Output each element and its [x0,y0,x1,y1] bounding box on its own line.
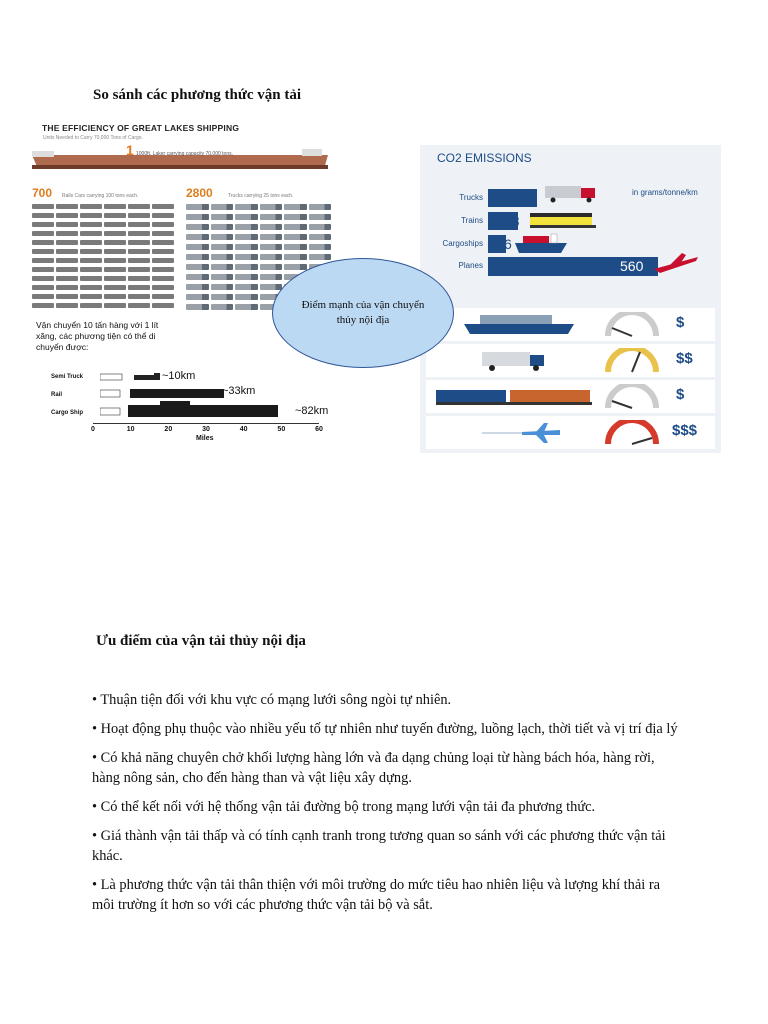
cargoship-icon [515,231,567,255]
rail-car-icon [152,204,174,209]
rail-car-icon [152,213,174,218]
truck-count: 2800 [186,186,213,200]
rail-car-icon [128,231,150,236]
co2-bar-label: Trucks [459,193,483,202]
rail-car-icon [32,276,54,281]
truck-icon-small [260,284,283,290]
truck-icon-small [260,214,283,220]
rail-car-icon [128,285,150,290]
advantages-list [92,690,682,924]
rail-car-icon [152,249,174,254]
truck-icon-small [235,224,258,230]
truck-icon-small [211,274,234,280]
co2-bar-value: 560 [620,258,644,274]
truck-icon-small [235,234,258,240]
rail-car-icon [128,204,150,209]
rail-car-icon [128,222,150,227]
cargo-ship-value: ~82km [295,405,329,417]
truck-icon-small [284,234,307,240]
truck-icon-small [186,264,209,270]
truck-icon-small [211,254,234,260]
rail-car-icon [56,249,78,254]
truck-icon-small [235,244,258,250]
plane-icon [652,251,700,277]
rail-car-icon [80,231,102,236]
rail-car-icon [80,258,102,263]
truck-icon-small [284,254,307,260]
rail-car-icon [80,303,102,308]
rail-car-icon [104,303,126,308]
list-item: • Là phương thức vận tải thân thiện với môi trường do mức tiêu hao nhiên liệu và lượng khí thải ra môi trường ít hơn so với các phương thức vận tải bộ và sắt. [92,877,661,913]
truck-icon-small [309,214,332,220]
section-heading: Ưu điểm của vận tải thủy nội địa [96,633,306,649]
rail-caption: Rails Cars carrying 100 tons each. [62,193,139,199]
co2-bar-value: 6 [504,236,512,252]
rail-car-icon [152,240,174,245]
cargo-ship-icon [100,401,296,419]
rail-car-icon [128,303,150,308]
rail-car-icon [56,213,78,218]
rail-car-icon [56,285,78,290]
truck-caption: Trucks carrying 25 tons each. [228,193,294,199]
co2-bar [488,235,506,253]
truck-icon-small [309,204,332,210]
ship-count: 1 [126,142,134,158]
truck-icon-small [235,304,258,310]
rail-car-icon [32,303,54,308]
miles-tick-label: 20 [164,426,173,433]
truck-icon-small [211,284,234,290]
gauge-low-icon [602,312,662,338]
co2-title: CO2 EMISSIONS [437,151,532,165]
list-item: • Có thể kết nối với hệ thống vận tải đường bộ trong mạng lưới vận tải đa phương thức. [92,799,596,815]
rail-car-icon [152,294,174,299]
rail-car-icon [152,258,174,263]
truck-icon-small [211,214,234,220]
rail-car-icon [104,294,126,299]
rail-car-icon [128,213,150,218]
rail-car-icon [32,231,54,236]
truck-icon-small [260,254,283,260]
rail-car-icon [80,276,102,281]
semi-truck-value: ~10km [162,370,196,382]
rail-car-icon [152,285,174,290]
truck-icon-small [235,274,258,280]
miles-tick-label: 30 [202,426,210,433]
list-item: • Giá thành vận tải thấp và có tính cạnh tranh trong tương quan so sánh với các phương thức vận tải khác. [92,828,666,864]
rail-car-icon [152,231,174,236]
miles-tick-label: 40 [239,426,248,433]
rail-car-icon [80,222,102,227]
rail-car-icon [104,213,126,218]
rail-car-icon [32,258,54,263]
truck-icon-small [284,264,307,270]
truck-icon-small [260,234,283,240]
miles-axis-line [93,423,319,424]
rail-car-icon [152,276,174,281]
truck-icon-small [211,224,234,230]
co2-bar-label: Planes [458,261,483,270]
truck-icon-small [211,264,234,270]
truck-icon-small [284,204,307,210]
miles-tick-label: 60 [315,426,323,433]
rail-car-icon [32,267,54,272]
truck-icon-small [260,204,283,210]
rail-car-icon [32,249,54,254]
rail-car-icon [80,249,102,254]
train-icon [100,387,225,401]
truck-icon-small [260,274,283,280]
rail-car-icon [104,258,126,263]
co2-bar-label: Trains [461,216,483,225]
truck-icon-small [186,284,209,290]
truck-icon-small [211,244,234,250]
cost-row-plane [426,416,715,449]
ship-caption: 1000ft. Laker carrying capacity 70,000 tons. [136,151,234,157]
lakes-title: THE EFFICIENCY OF GREAT LAKES SHIPPING [42,123,240,133]
rail-car-icon [32,285,54,290]
rail-car-icon [104,231,126,236]
truck-icon-small [260,264,283,270]
rail-car-icon [32,213,54,218]
co2-bar-label: Cargoships [442,239,483,248]
list-item: • Hoạt động phụ thuộc vào nhiều yếu tố tự nhiên như tuyến đường, luồng lạch, thời tiết và vị trí địa lý [92,721,678,737]
miles-tick-label: 10 [126,426,135,433]
rail-car-icon [80,294,102,299]
truck-icon-small [235,294,258,300]
rail-car-icon [128,249,150,254]
semi-truck-icon [100,371,170,383]
rail-car-icon [128,294,150,299]
rail-value: ~33km [222,385,256,397]
cost-train: $ [676,386,685,403]
miles-tick-label: 0 [91,426,95,433]
rail-car-icon [32,294,54,299]
list-item: • Thuận tiện đối với khu vực có mạng lưới sông ngòi tự nhiên. [92,692,452,708]
cost-truck: $$ [676,350,693,367]
truck-icon-small [284,214,307,220]
miles-axis-label: Miles [196,435,214,442]
truck-icon-small [186,304,209,310]
co2-bar-value: 18 [504,213,520,229]
cost-ship: $ [676,314,685,331]
rail-car-icon [56,231,78,236]
truck-icon-small [260,224,283,230]
callout-text: Điểm mạnh của vận chuyển thủy nội địa [301,299,425,326]
truck-icon-small [186,234,209,240]
cost-plane: $$$ [672,422,698,439]
rail-car-icon [152,267,174,272]
truck-icon-small [235,264,258,270]
train-cost-icon [436,386,596,408]
rail-car-icon [80,267,102,272]
truck-icon-small [284,224,307,230]
rail-car-icon [104,249,126,254]
rail-car-icon [128,267,150,272]
rail-car-icon [152,303,174,308]
rail-car-icon [104,267,126,272]
cost-row-ship [426,308,715,341]
gauge-mid-icon [602,348,662,374]
plane-cost-icon [482,422,562,444]
truck-icon-small [309,234,332,240]
gauge-high-icon [602,420,662,446]
truck-icon-small [235,254,258,260]
page-title: So sánh các phương thức vận tải [93,87,302,103]
rail-car-icon [56,204,78,209]
truck-icon-small [186,294,209,300]
truck-cost-icon [482,350,552,372]
truck-icon-small [186,254,209,260]
co2-bar-value: 47 [504,190,520,206]
rail-car-icon [104,276,126,281]
rail-car-icon [56,258,78,263]
truck-icon-small [186,204,209,210]
cargo-ship-label: Cargo Ship [51,410,84,416]
ship-cost-icon [464,312,574,336]
rail-car-icon [56,222,78,227]
truck-icon-small [309,244,332,250]
truck-icon-small [211,294,234,300]
rail-car-icon [128,240,150,245]
rail-car-icon [128,258,150,263]
gauge-low-icon-2 [602,384,662,410]
rail-car-icon [56,303,78,308]
truck-icon-small [186,224,209,230]
truck-icon-small [186,244,209,250]
truck-icon-small [260,244,283,250]
fuel-intro: Vận chuyển 10 tấn hàng với 1 lít xăng, các phương tiện có thể di chuyển được: [36,320,159,352]
great-lakes-infographic [28,118,333,296]
rail-cars-grid [32,204,174,308]
co2-emissions-panel [420,145,721,453]
list-item: • Có khả năng chuyên chở khối lượng hàng lớn và đa dạng chủng loại từ hàng bách hóa, hàng rời, hàng nông sản, cho đến hàng than và vật liệu xây dựng. [92,750,655,786]
truck-icon-small [211,234,234,240]
rail-car-icon [80,285,102,290]
truck-icon-small [186,274,209,280]
truck-icon-small [309,254,332,260]
truck-icon-small [309,224,332,230]
truck-icon [545,183,600,205]
truck-icon-small [235,284,258,290]
miles-tick-label: 50 [277,426,286,433]
rail-car-icon [32,222,54,227]
cost-row-train [426,380,715,413]
rail-car-icon [56,276,78,281]
rail-car-icon [56,267,78,272]
co2-units: in grams/tonne/km [632,188,698,197]
rail-car-icon [104,204,126,209]
semi-truck-label: Semi Truck [51,374,84,380]
rail-car-icon [104,285,126,290]
rail-car-icon [128,276,150,281]
truck-icon-small [284,244,307,250]
truck-icon-small [235,204,258,210]
truck-icon-small [186,214,209,220]
rail-car-icon [56,294,78,299]
cost-row-truck [426,344,715,377]
lakes-subtitle: Units Needed to Carry 70,000 Tons of Cargo. [43,135,143,141]
rail-car-icon [32,240,54,245]
rail-car-icon [56,240,78,245]
rail-car-icon [152,222,174,227]
callout-oval[interactable] [272,258,454,368]
rail-car-icon [80,204,102,209]
truck-icon-small [211,304,234,310]
rail-car-icon [80,213,102,218]
truck-icon-small [235,214,258,220]
truck-icon-small [211,204,234,210]
rail-car-icon [104,222,126,227]
rail-count: 700 [32,186,53,200]
train-icon-co2 [530,207,600,231]
rail-label: Rail [51,392,63,398]
rail-car-icon [32,204,54,209]
rail-car-icon [104,240,126,245]
rail-car-icon [80,240,102,245]
